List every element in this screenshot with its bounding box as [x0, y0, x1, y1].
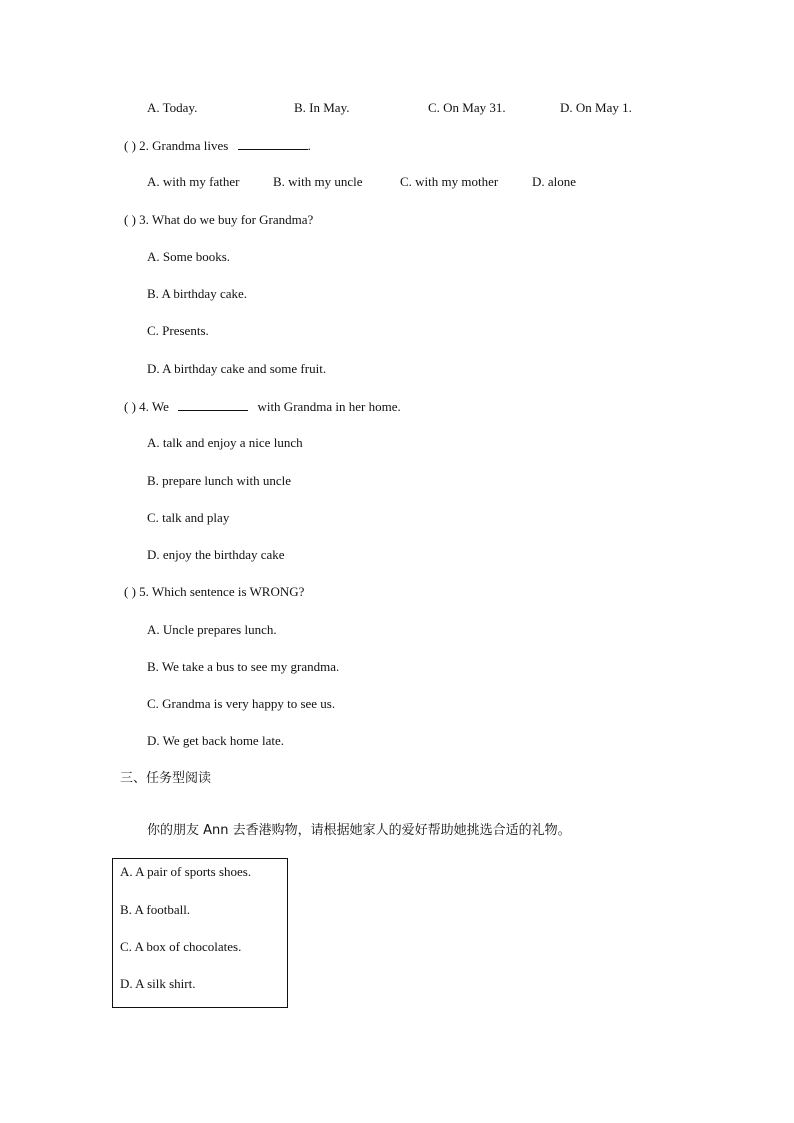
q3-option-c: C. Presents. — [147, 323, 209, 338]
gift-option-a: A. A pair of sports shoes. — [120, 864, 252, 879]
q1-option-b: B. In May. — [294, 100, 350, 115]
q5-stem-text: 5. Which sentence is WRONG? — [139, 584, 305, 599]
q3-answer-paren: ( ) — [124, 212, 136, 227]
q4-stem-text: 4. We — [139, 399, 169, 414]
q2-option-c: C. with my mother — [400, 174, 499, 189]
q1-option-c: C. On May 31. — [428, 100, 506, 115]
q2-answer-paren: ( ) — [124, 138, 136, 153]
q3-option-b: B. A birthday cake. — [147, 286, 248, 301]
q4-option-a: A. talk and enjoy a nice lunch — [147, 435, 303, 450]
q2-stem — [124, 137, 311, 154]
q5-answer-paren: ( ) — [124, 584, 136, 599]
q2-blank — [238, 137, 308, 150]
q5-option-b: B. We take a bus to see my grandma. — [147, 659, 340, 674]
q1-option-a: A. Today. — [147, 100, 198, 115]
q5-option-a: A. Uncle prepares lunch. — [147, 622, 277, 637]
q2-option-b: B. with my uncle — [273, 174, 363, 189]
gift-option-c: C. A box of chocolates. — [120, 939, 242, 954]
section-instruction: 你的朋友 Ann 去香港购物，请根据她家人的爱好帮助她挑选合适的礼物。 — [147, 823, 571, 838]
q4-stem-end: with Grandma in her home. — [257, 399, 401, 414]
q5-stem — [124, 584, 304, 600]
gift-options-box — [112, 858, 288, 1008]
q4-option-c: C. talk and play — [147, 510, 230, 525]
section-heading: 三、任务型阅读 — [120, 771, 212, 786]
q2-option-d: D. alone — [532, 174, 577, 189]
q5-option-c: C. Grandma is very happy to see us. — [147, 696, 336, 711]
q3-stem — [124, 212, 313, 228]
q4-stem — [124, 398, 401, 415]
q1-option-d: D. On May 1. — [560, 100, 632, 115]
q2-stem-text: 2. Grandma lives — [139, 138, 229, 153]
q4-blank — [178, 398, 248, 411]
q3-option-d: D. A birthday cake and some fruit. — [147, 361, 327, 376]
gift-option-d: D. A silk shirt. — [120, 976, 196, 991]
q2-stem-end: . — [307, 138, 311, 153]
q5-option-d: D. We get back home late. — [147, 733, 284, 748]
q4-option-b: B. prepare lunch with uncle — [147, 473, 292, 488]
q3-option-a: A. Some books. — [147, 249, 231, 264]
gift-option-b: B. A football. — [120, 902, 191, 917]
q4-option-d: D. enjoy the birthday cake — [147, 547, 285, 562]
q4-answer-paren: ( ) — [124, 399, 136, 414]
q3-stem-text: 3. What do we buy for Grandma? — [139, 212, 314, 227]
q2-option-a: A. with my father — [147, 174, 240, 189]
